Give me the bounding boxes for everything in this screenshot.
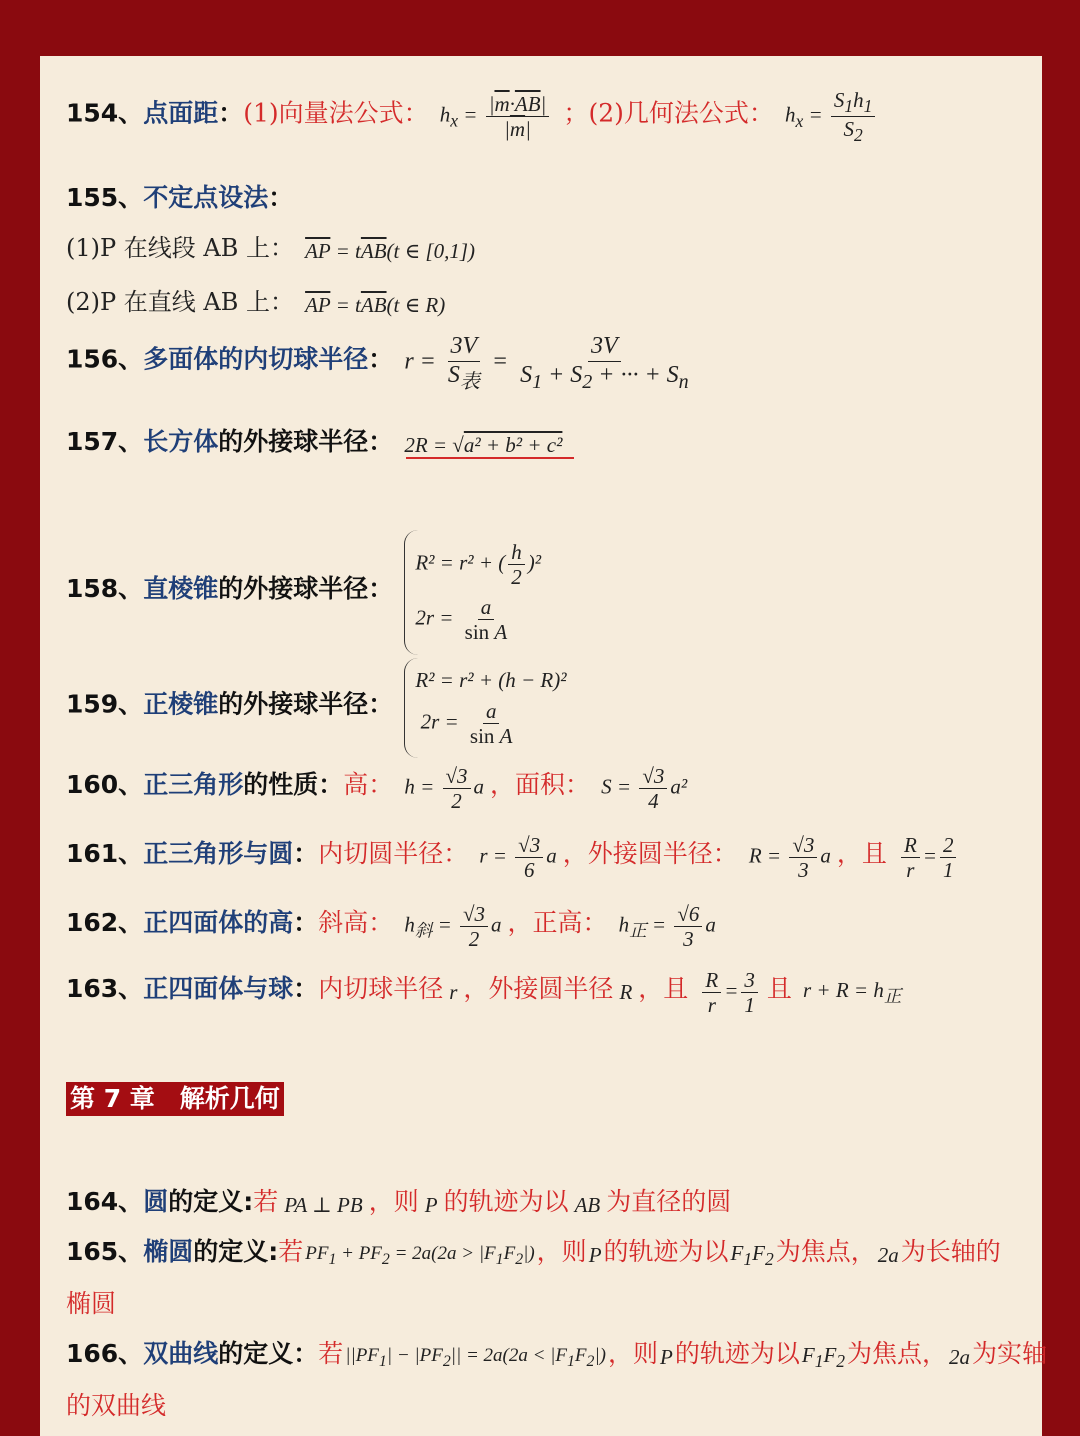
colon: ： — [293, 908, 319, 938]
method-label: (2)几何法公式： — [588, 98, 774, 128]
item-161 — [66, 833, 965, 882]
item-number: 157、 — [66, 427, 144, 456]
label: ，则 — [608, 1339, 659, 1368]
formula: PA ⊥ PB — [284, 1193, 363, 1217]
item-162 — [66, 902, 722, 951]
condition-text: (1)P 在线段 AB 上： — [66, 234, 294, 262]
formula: h = $\frac{√3}{2}$ a — [404, 764, 485, 814]
item-title-rest: 的外接球半径： — [218, 573, 394, 603]
item-154 — [66, 88, 884, 146]
label: 内切球半径 — [318, 974, 444, 1004]
symbol: r — [449, 980, 458, 1005]
label: 为直径的圆 — [606, 1187, 732, 1216]
formula-system: R² = r² + (h − R)² 2r = $\frac{a}{\text{sin A}}$ — [404, 658, 566, 758]
item-number: 156、 — [66, 344, 144, 374]
label: ，面积： — [490, 770, 591, 800]
item-title-rest: 的外接球半径： — [218, 689, 394, 719]
formula: r = $\frac{√3}{6}$ a — [479, 833, 557, 883]
item-title-rest: 的定义 — [193, 1237, 269, 1266]
symbol: 2a — [949, 1345, 971, 1369]
symbol: P — [588, 1243, 602, 1267]
item-number: 162、 — [66, 908, 144, 938]
item-160 — [66, 764, 693, 813]
item-title: 正四面体与球 — [143, 974, 294, 1004]
item-number: 155、 — [66, 183, 144, 212]
item-title: 不定点设法 — [143, 183, 269, 212]
item-title: 双曲线 — [143, 1339, 219, 1368]
formula: $h_正$ = $\frac{√6}{3}$ a — [618, 902, 716, 952]
formula-underline — [406, 457, 574, 459]
formula: $PF_1 + PF_2 = 2a(2a > |F_1F_2|)$ — [305, 1242, 535, 1268]
separator: ； — [563, 98, 589, 128]
label: 的轨迹为以 — [443, 1187, 569, 1216]
item-title: 圆 — [143, 1187, 169, 1216]
label: ，则 — [536, 1237, 587, 1266]
label: ，则 — [368, 1187, 419, 1216]
continuation-text: 的双曲线 — [66, 1391, 167, 1420]
colon: ： — [293, 1339, 319, 1368]
colon: ： — [293, 974, 319, 1004]
formula: $h_x$ = $\frac{|\overline{m}\cdot\overline{AB}|}{|\overline{m}|}$ — [440, 92, 553, 141]
colon: ： — [368, 344, 394, 374]
item-166 — [66, 1334, 1047, 1372]
label: ，外接圆半径 — [463, 974, 614, 1004]
formula: $h_x$ = $\frac{S_1h_1}{S_2}$ — [785, 88, 878, 146]
label: 为长轴的 — [900, 1237, 1001, 1266]
label: 若 — [253, 1187, 279, 1216]
symbol: $F_1F_2$ — [730, 1240, 774, 1270]
formula: $\frac{R}{r}$ = $\frac{2}{1}$ — [898, 833, 960, 882]
item-number: 164、 — [66, 1187, 144, 1216]
item-title-rest: 的外接球半径： — [218, 427, 394, 456]
label: ，且 — [836, 839, 887, 869]
item-158 — [66, 530, 541, 655]
item-number: 159、 — [66, 689, 144, 719]
symbol: P — [424, 1193, 438, 1217]
symbol: P — [660, 1345, 673, 1369]
symbol: $F_1F_2$ — [801, 1342, 846, 1372]
label: 的轨迹为以 — [603, 1237, 729, 1266]
symbol: 2a — [877, 1243, 899, 1267]
label: 为焦点， — [775, 1237, 876, 1266]
item-number: 154、 — [66, 98, 144, 128]
label: 的轨迹为以 — [674, 1339, 800, 1368]
formula: $\overline{AP} = t\overline{AB}(t$ ∈ [0,1]) — [305, 239, 476, 263]
symbol: R — [619, 980, 633, 1005]
symbol: AB — [574, 1193, 601, 1217]
label: 且 — [766, 974, 792, 1004]
chapter-heading: 第 7 章 解析几何 — [66, 1082, 284, 1116]
colon: : — [243, 1187, 254, 1216]
formula-system: R² = r² + ( $\frac{h}{2}$ )² 2r = $\frac{a}{\text{sin A}}$ — [404, 530, 541, 655]
method-label: (1)向量法公式： — [243, 98, 429, 128]
item-title: 直棱锥 — [143, 573, 219, 603]
label: 内切圆半径： — [318, 839, 469, 869]
label: ，外接圆半径： — [562, 839, 738, 869]
formula: $\frac{R}{r}$ = $\frac{3}{1}$ — [699, 968, 761, 1017]
formula: 2R = √a² + b² + c² — [404, 433, 563, 457]
colon: : — [268, 1237, 279, 1266]
label: 若 — [278, 1237, 304, 1266]
item-title: 椭圆 — [143, 1237, 194, 1266]
formula: R = $\frac{√3}{3}$ a — [748, 833, 831, 883]
item-number: 166、 — [66, 1339, 144, 1368]
item-155 — [66, 178, 293, 214]
colon: ： — [293, 839, 319, 869]
formula: S = $\frac{√3}{4}$ a² — [601, 764, 688, 814]
item-title: 正四面体的高 — [143, 908, 294, 938]
item-157 — [66, 422, 568, 458]
item-166-cont — [66, 1386, 166, 1422]
item-title: 多面体的内切球半径 — [143, 344, 369, 374]
item-title: 正棱锥 — [143, 689, 219, 719]
formula: $\overline{AP} = t\overline{AB}(t$ ∈ R) — [305, 293, 446, 317]
item-165-cont — [66, 1284, 116, 1320]
item-159 — [66, 658, 567, 758]
item-164 — [66, 1182, 731, 1218]
item-title: 点面距 — [143, 98, 219, 128]
continuation-text: 椭圆 — [66, 1289, 117, 1318]
label: 为实轴 — [972, 1339, 1048, 1368]
formula: $||PF_1| - |PF_2|| = 2a(2a < |F_1F_2|)$ — [345, 1344, 607, 1370]
item-155-line1 — [66, 228, 481, 264]
item-title-rest: 的定义 — [168, 1187, 244, 1216]
formula: $r + R = h_正$ — [802, 977, 902, 1006]
label: 为焦点， — [847, 1339, 948, 1368]
item-number: 160、 — [66, 770, 144, 800]
colon: ： — [268, 183, 294, 212]
formula: $h_斜$ = $\frac{√3}{2}$ a — [404, 902, 502, 952]
item-title: 长方体 — [143, 427, 219, 456]
colon: ： — [218, 98, 244, 128]
label: 斜高： — [318, 908, 394, 938]
item-number: 163、 — [66, 974, 144, 1004]
item-number: 158、 — [66, 573, 144, 603]
item-title: 正三角形 — [143, 770, 244, 800]
item-title: 正三角形与圆 — [143, 839, 294, 869]
item-title-rest: 的性质： — [243, 770, 344, 800]
item-163 — [66, 968, 907, 1017]
label: 若 — [318, 1339, 344, 1368]
item-title-rest: 的定义 — [218, 1339, 294, 1368]
item-156 — [66, 333, 701, 393]
label: ，正高： — [507, 908, 608, 938]
condition-text: (2)P 在直线 AB 上： — [66, 288, 294, 316]
item-165 — [66, 1232, 1001, 1270]
label: 高： — [343, 770, 394, 800]
label: ，且 — [638, 974, 689, 1004]
item-number: 161、 — [66, 839, 144, 869]
item-number: 165、 — [66, 1237, 144, 1266]
item-155-line2 — [66, 282, 451, 318]
formula: r = $\frac{3V}{S_表}$ = $\frac{3V}{S_1 + S_2 + \cdot\cdot\cdot + S_n}$ — [404, 333, 689, 393]
